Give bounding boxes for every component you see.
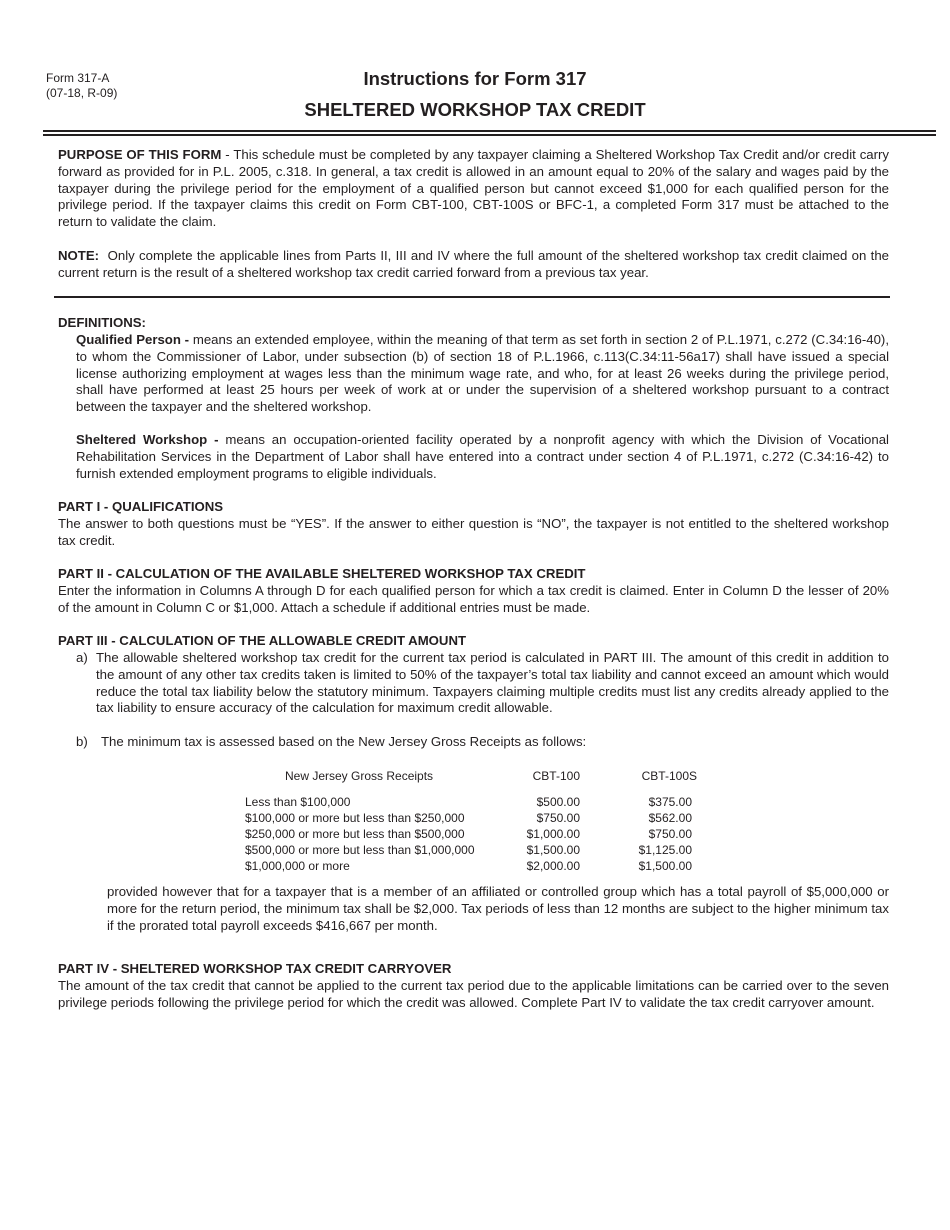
table-cell-cbt100s: $562.00: [648, 811, 692, 825]
purpose-paragraph: [58, 147, 889, 231]
note-label: NOTE:: [58, 248, 100, 263]
form-number: Form 317-A: [46, 71, 110, 85]
minimum-tax-proviso: provided however that for a taxpayer that is a member of an affiliated or controlled group which has a total payroll of $5,000,000 or more for the return period, the minimum tax shall be $2,000. Tax periods of less than 12 months are subject to the higher minimum tax if the prorated total payroll exceeds $416,667 per month.: [107, 884, 889, 933]
table-cell-cbt100: $1,500.00: [526, 843, 580, 857]
item-a-marker: a): [76, 650, 88, 665]
note-paragraph: [58, 248, 893, 282]
page-subtitle: SHELTERED WORKSHOP TAX CREDIT: [304, 99, 646, 120]
table-cell-receipts: $100,000 or more but less than $250,000: [245, 811, 465, 825]
part1-heading: PART I - QUALIFICATIONS: [58, 499, 224, 514]
part3-item-a: [76, 650, 889, 717]
table-cell-cbt100: $500.00: [536, 795, 580, 809]
note-text: Only complete the applicable lines from Parts II, III and IV where the full amount of the sheltered workshop tax credit claimed on the current return is the result of a sheltered workshop tax credit carried forward from a previous tax year.: [58, 248, 893, 280]
sheltered-workshop-term: Sheltered Workshop -: [76, 432, 219, 447]
page-title: Instructions for Form 317: [363, 68, 587, 89]
qualified-person-term: Qualified Person -: [76, 332, 190, 347]
table-cell-cbt100s: $375.00: [648, 795, 692, 809]
part1-text: The answer to both questions must be “YES”. If the answer to either question is “NO”, the taxpayer is not entitled to the sheltered workshop tax credit.: [58, 516, 889, 548]
part3-heading: PART III - CALCULATION OF THE ALLOWABLE CREDIT AMOUNT: [58, 633, 467, 648]
sheltered-workshop-text: means an occupation-oriented facility operated by a nonprofit agency with which the Division of Vocational Rehabilitation Services in the Department of Labor shall have entered into a contract under section 4 of P.L.1971, c.272 (C.34:16-42) to furnish extended employment programs to eligible individuals.: [76, 432, 889, 481]
purpose-text: - This schedule must be completed by any taxpayer claiming a Sheltered Workshop Tax Credit and/or credit carry forward as provided for in P.L. 2005, c.318. In general, a tax credit is allowed in an amount equal to 20% of the salary and wages paid by the taxpayer during the privilege period for the employment of a qualified person but cannot exceed $1,000 for each qualified person for the privilege period. If the taxpayer claims this credit on Form CBT-100, CBT-100S or BFC-1, a completed Form 317 must be attached to the return to validate the claim.: [58, 147, 889, 230]
part2-heading: PART II - CALCULATION OF THE AVAILABLE SHELTERED WORKSHOP TAX CREDIT: [58, 566, 586, 581]
table-cell-cbt100: $2,000.00: [526, 859, 580, 873]
definitions-heading: DEFINITIONS:: [58, 315, 146, 330]
part4-heading: PART IV - SHELTERED WORKSHOP TAX CREDIT CARRYOVER: [58, 961, 452, 976]
table-cell-cbt100: $1,000.00: [526, 827, 580, 841]
table-cell-receipts: $250,000 or more but less than $500,000: [245, 827, 465, 841]
item-a-text: The allowable sheltered workshop tax credit for the current tax period is calculated in PART III. The amount of this credit in addition to the amount of any other tax credits taken is limited to 50% of the taxpayer’s total tax liability and cannot exceed an amount which would reduce the total tax liability below the statutory minimum. Taxpayers claiming multiple credits must list any credits already applied to the tax liability to ensure accuracy of the calculation for maximum credit allowable.: [96, 650, 889, 716]
definition-qualified-person: [76, 332, 889, 416]
table-header-receipts: New Jersey Gross Receipts: [285, 769, 434, 783]
header-double-rule: [43, 130, 936, 136]
part4-text: The amount of the tax credit that cannot be applied to the current tax period due to the applicable limitations can be carried over to the seven privilege periods following the privilege period for which the credit was allowed. Complete Part IV to validate the tax credit carryover amount.: [58, 978, 889, 1010]
item-b-text: The minimum tax is assessed based on the New Jersey Gross Receipts as follows:: [101, 734, 587, 749]
form-revision: (07-18, R-09): [46, 86, 118, 100]
definition-sheltered-workshop: [76, 432, 889, 482]
qualified-person-text: means an extended employee, within the meaning of that term as set forth in section 2 of P.L.1971, c.272 (C.34:16-40), to whom the Commissioner of Labor, under subsection (b) of section 18 of P.L.1966, c.113(C.34:11-56a17) shall have issued a special license authorizing employment at wages less than the minimum wage rate, and who, for at least 26 weeks during the privilege period, shall have performed at least 25 hours per week of work at or under the supervision of a sheltered workshop pursuant to a contract between the taxpayer and the sheltered workshop.: [76, 332, 889, 415]
table-cell-cbt100s: $1,500.00: [638, 859, 692, 873]
table-cell-cbt100s: $1,125.00: [638, 843, 692, 857]
table-cell-cbt100: $750.00: [536, 811, 580, 825]
table-header-cbt100: CBT-100: [532, 769, 580, 783]
part2-text: Enter the information in Columns A through D for each qualified person for which a tax credit is claimed. Enter in Column D the lesser of 20% of the amount in Column C or $1,000. Attach a schedule if additional entries must be made.: [58, 583, 889, 615]
section-divider: [54, 296, 890, 298]
item-b-marker: b): [76, 734, 88, 749]
table-cell-receipts: $1,000,000 or more: [245, 859, 350, 873]
table-cell-receipts: Less than $100,000: [245, 795, 351, 809]
part3-item-b: [76, 734, 889, 751]
purpose-label: PURPOSE OF THIS FORM: [58, 147, 222, 162]
table-cell-cbt100s: $750.00: [648, 827, 692, 841]
table-cell-receipts: $500,000 or more but less than $1,000,000: [245, 843, 475, 857]
table-header-cbt100s: CBT-100S: [641, 769, 697, 783]
